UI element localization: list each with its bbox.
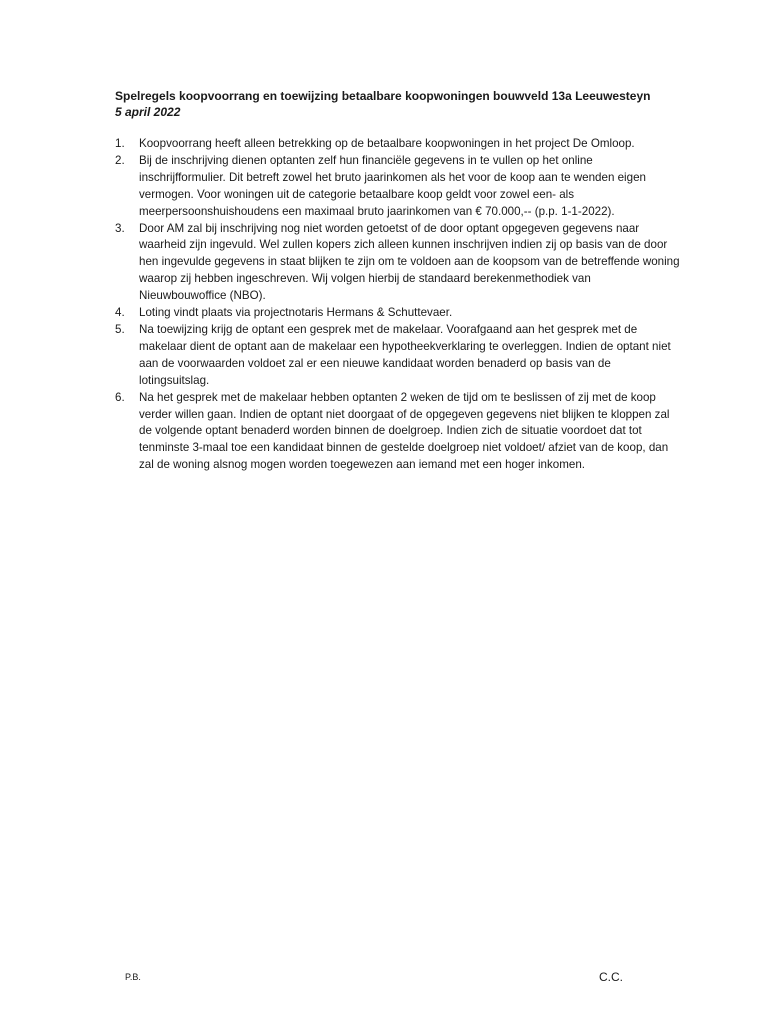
rule-text: Koopvoorrang heeft alleen betrekking op de betaalbare koopwoningen in het project De Omloop. — [139, 137, 635, 150]
rule-text: Loting vindt plaats via projectnotaris Hermans & Schuttevaer. — [139, 306, 453, 320]
rule-item — [115, 136, 680, 153]
document-date: 5 april 2022 — [115, 105, 181, 119]
rule-text: Na het gesprek met de makelaar hebben optanten 2 weken de tijd om te beslissen of zij met de koop verder willen gaan. Indien de optant niet doorgaat of de opgegeven gegevens niet blijken te kloppen zal de volgende optant benaderd worden binnen de doelgroep. Indien zich de situatie voordoet dat tot tenminste 3-maal toe een kandidaat binnen de gestelde doelgroep niet voldoet/ afziet van de koop, dan zal de woning alsnog mogen worden toegewezen aan iemand met een hoger inkomen. — [139, 390, 670, 472]
rule-number: 2. — [115, 153, 125, 167]
rule-item — [115, 153, 680, 221]
rule-number: 5. — [115, 322, 125, 336]
rule-text: Na toewijzing krijg de optant een gesprek met de makelaar. Voorafgaand aan het gesprek met de makelaar dient de optant aan de makelaar een hypotheekverklaring te overleggen. Indien de optant niet aan de voorwaarden voldoet zal er een nieuwe kandidaat worden benaderd op basis van de lotingsuitslag. — [139, 322, 671, 387]
footer-initials-left: P.B. — [125, 972, 141, 982]
rule-number: 1. — [115, 137, 125, 150]
rule-number: 4. — [115, 306, 125, 320]
rule-item — [115, 322, 680, 390]
footer-initials-right: C.C. — [599, 970, 623, 984]
document-title: Spelregels koopvoorrang en toewijzing betaalbare koopwoningen bouwveld 13a Leeuwesteyn — [115, 89, 651, 103]
rule-item — [115, 221, 680, 306]
rule-item — [115, 390, 680, 475]
rule-text: Door AM zal bij inschrijving nog niet worden getoetst of de door optant opgegeven gegevens naar waarheid zijn ingevuld. Wel zullen kopers zich alleen kunnen inschrijven indien zij op basis van de door hen ingevulde gegevens in staat blijken te zijn om te voldoen aan de koopsom van de betreffende woning waarop zij hebben ingeschreven. Wij volgen hierbij de standaard berekenmethodiek van Nieuwbouwoffice (NBO). — [139, 221, 680, 303]
rule-number: 6. — [115, 390, 125, 404]
rules-list — [115, 136, 680, 474]
rule-item — [115, 305, 680, 322]
rule-text: Bij de inschrijving dienen optanten zelf hun financiële gegevens in te vullen op het online inschrijfformulier. Dit betreft zowel het bruto jaarinkomen als het voor de koop aan te wenden eigen vermogen. Voor woningen uit de categorie betaalbare koop geldt voor zowel een- als meerpersoonshuishoudens een maximaal bruto jaarinkomen van € 70.000,-- (p.p. 1-1-2022). — [139, 153, 646, 218]
rule-number: 3. — [115, 221, 125, 235]
